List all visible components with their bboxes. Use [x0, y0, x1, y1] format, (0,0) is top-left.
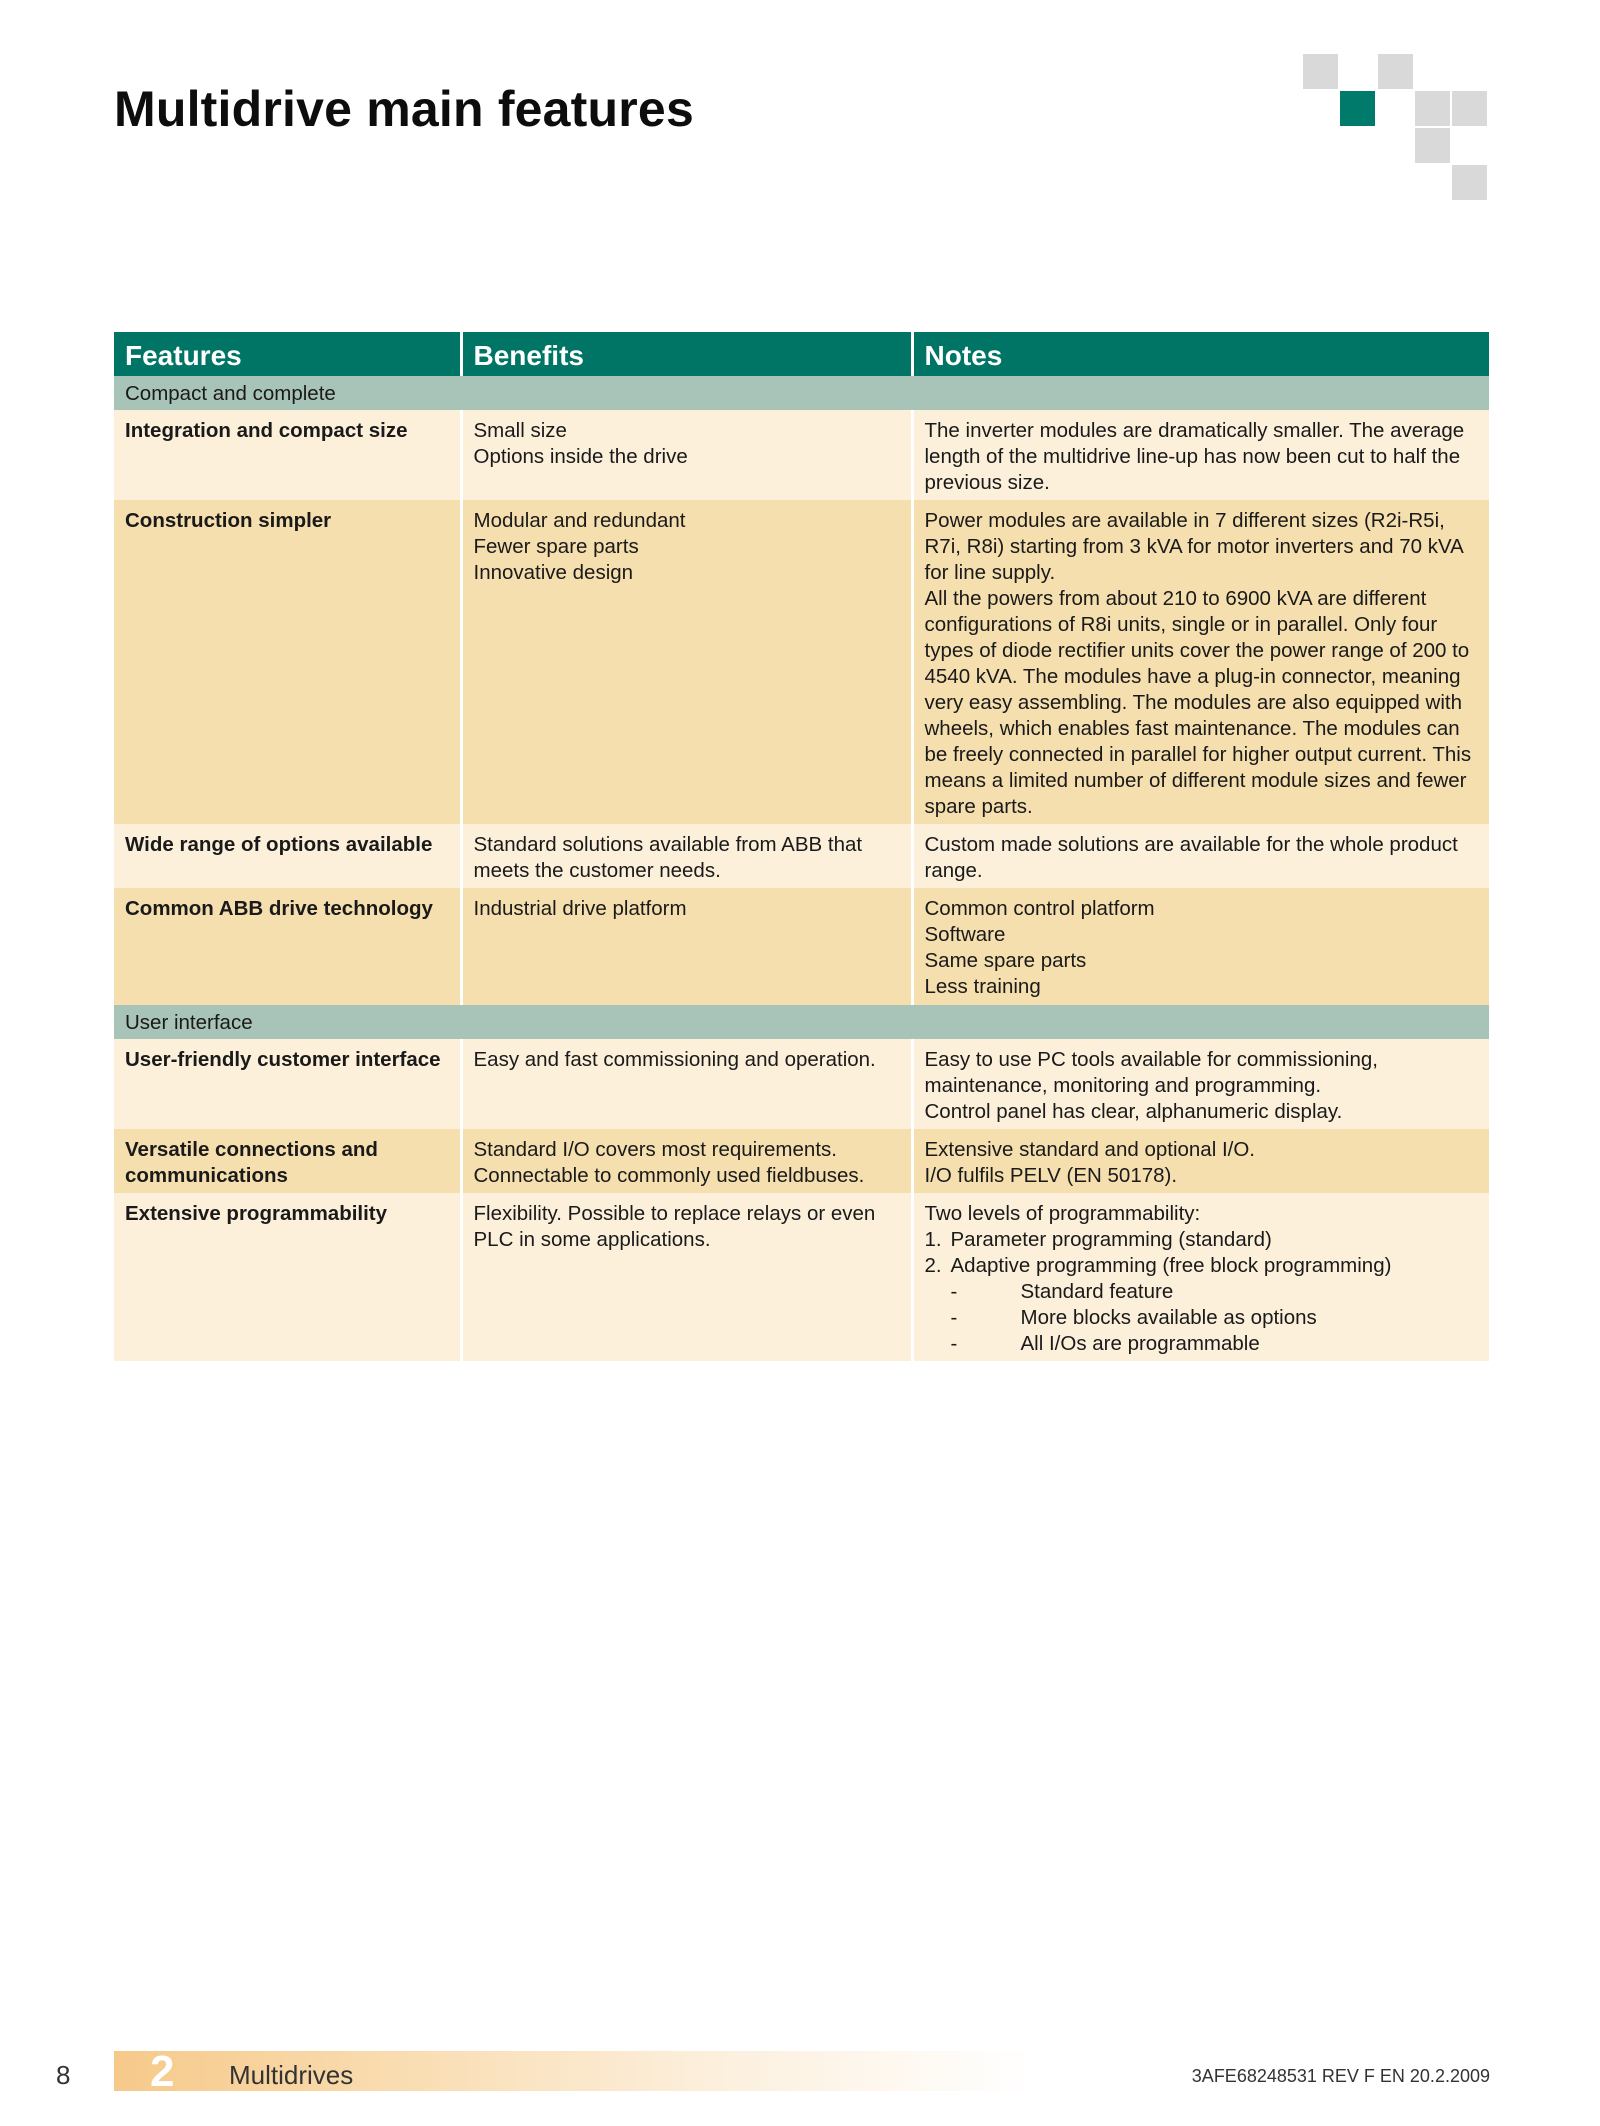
numbered-item [925, 1227, 1480, 1253]
document-reference: 3AFE68248531 REV F EN 20.2.2009 [1191, 2066, 1490, 2086]
feature-cell: User-friendly customer interface [114, 1039, 461, 1129]
benefit-line: Standard I/O covers most requirements. [473, 1138, 837, 1161]
benefit-line: Flexibility. Possible to replace relays or even PLC in some applications. [473, 1202, 882, 1251]
table-row [114, 824, 1489, 888]
deco-square [1378, 54, 1413, 89]
benefit-line: Small size [473, 419, 567, 442]
deco-square [1303, 54, 1338, 89]
benefits-cell [461, 1129, 912, 1193]
sub-item [925, 1279, 1480, 1305]
notes-cell [912, 888, 1489, 1005]
item-text: Parameter programming (standard) [950, 1228, 1272, 1251]
note-line: Power modules are available in 7 different sizes (R2i-R5i, R7i, R8i) starting from 3 kVA for motor inverters and 70 kVA for line supply. [924, 509, 1469, 584]
page-number: 8 [56, 2060, 71, 2090]
footer-section-number: 2 [150, 2047, 175, 2096]
benefit-line: Modular and redundant [473, 509, 686, 532]
item-text: All I/Os are programmable [1020, 1332, 1260, 1355]
benefit-line: Connectable to commonly used fieldbuses. [473, 1164, 865, 1187]
notes-cell [912, 410, 1489, 500]
deco-square-accent [1340, 91, 1375, 126]
section-label: Compact and complete [114, 376, 1489, 410]
item-number: 1. [924, 1228, 942, 1251]
deco-square [1452, 165, 1487, 200]
feature-cell: Common ABB drive technology [114, 888, 461, 1005]
table-row [114, 1039, 1489, 1129]
benefit-line: Fewer spare parts [473, 535, 639, 558]
header-features: Features [114, 332, 461, 376]
note-line: All the powers from about 210 to 6900 kVA are different configurations of R8i units, single or in parallel. Only four types of diode rectifier units cover the power range of 200 to 4540 kVA. The modules have a plug-in connector, meaning very easy assembling. The modules are also equipped with wheels, which enables fast maintenance. The modules can be freely connected in parallel for higher output current. This means a limited number of different module sizes and fewer spare parts. [924, 587, 1477, 818]
feature-cell: Versatile connections and communications [114, 1129, 461, 1193]
deco-square [1415, 91, 1450, 126]
item-dash: - [950, 1306, 958, 1329]
item-text: Standard feature [1020, 1280, 1174, 1303]
numbered-item [925, 1253, 1480, 1279]
deco-square [1452, 91, 1487, 126]
benefit-line: Industrial drive platform [473, 897, 687, 920]
header-benefits: Benefits [461, 332, 912, 376]
note-line: The inverter modules are dramatically smaller. The average length of the multidrive line-up has now been cut to half the previous size. [924, 419, 1470, 494]
feature-cell: Integration and compact size [114, 410, 461, 500]
note-line: Easy to use PC tools available for commissioning, maintenance, monitoring and programming. [924, 1048, 1384, 1097]
item-number: 2. [924, 1254, 942, 1277]
benefit-line: Standard solutions available from ABB that meets the customer needs. [473, 833, 868, 882]
section-row [114, 376, 1489, 410]
section-row [114, 1005, 1489, 1039]
benefits-cell [461, 500, 912, 824]
table-row [114, 1193, 1489, 1361]
note-line: Control panel has clear, alphanumeric display. [924, 1100, 1343, 1123]
benefits-cell [461, 1193, 912, 1361]
benefits-cell [461, 1039, 912, 1129]
table-row [114, 1129, 1489, 1193]
page-title: Multidrive main features [114, 81, 694, 137]
benefit-line: Easy and fast commissioning and operation. [473, 1048, 876, 1071]
feature-cell: Wide range of options available [114, 824, 461, 888]
footer-section-name: Multidrives [229, 2060, 354, 2090]
note-line: Custom made solutions are available for the whole product range. [924, 833, 1464, 882]
table-row [114, 410, 1489, 500]
benefits-cell [461, 824, 912, 888]
deco-square [1415, 128, 1450, 163]
feature-cell: Construction simpler [114, 500, 461, 824]
notes-cell [912, 1129, 1489, 1193]
benefits-cell [461, 888, 912, 1005]
note-line: Common control platform [924, 897, 1155, 920]
note-line: Software [924, 923, 1006, 946]
feature-cell: Extensive programmability [114, 1193, 461, 1361]
note-line: Extensive standard and optional I/O. [924, 1138, 1255, 1161]
benefits-cell [461, 410, 912, 500]
note-line: Less training [924, 975, 1041, 998]
notes-cell [912, 824, 1489, 888]
note-line: Two levels of programmability: [924, 1202, 1201, 1225]
item-dash: - [950, 1280, 958, 1303]
table-row [114, 500, 1489, 824]
note-line: I/O fulfils PELV (EN 50178). [924, 1164, 1178, 1187]
sub-item [925, 1305, 1480, 1331]
header-notes: Notes [912, 332, 1489, 376]
item-text: More blocks available as options [1020, 1306, 1317, 1329]
features-table [114, 332, 1489, 1361]
item-dash: - [950, 1332, 958, 1355]
notes-cell [912, 1039, 1489, 1129]
notes-cell [912, 1193, 1489, 1361]
table-row [114, 888, 1489, 1005]
item-text: Adaptive programming (free block programming) [950, 1254, 1392, 1277]
benefit-line: Options inside the drive [473, 445, 688, 468]
table-header-row [114, 332, 1489, 376]
benefit-line: Innovative design [473, 561, 634, 584]
sub-item [925, 1331, 1480, 1357]
notes-cell [912, 500, 1489, 824]
section-label: User interface [114, 1005, 1489, 1039]
note-line: Same spare parts [924, 949, 1087, 972]
